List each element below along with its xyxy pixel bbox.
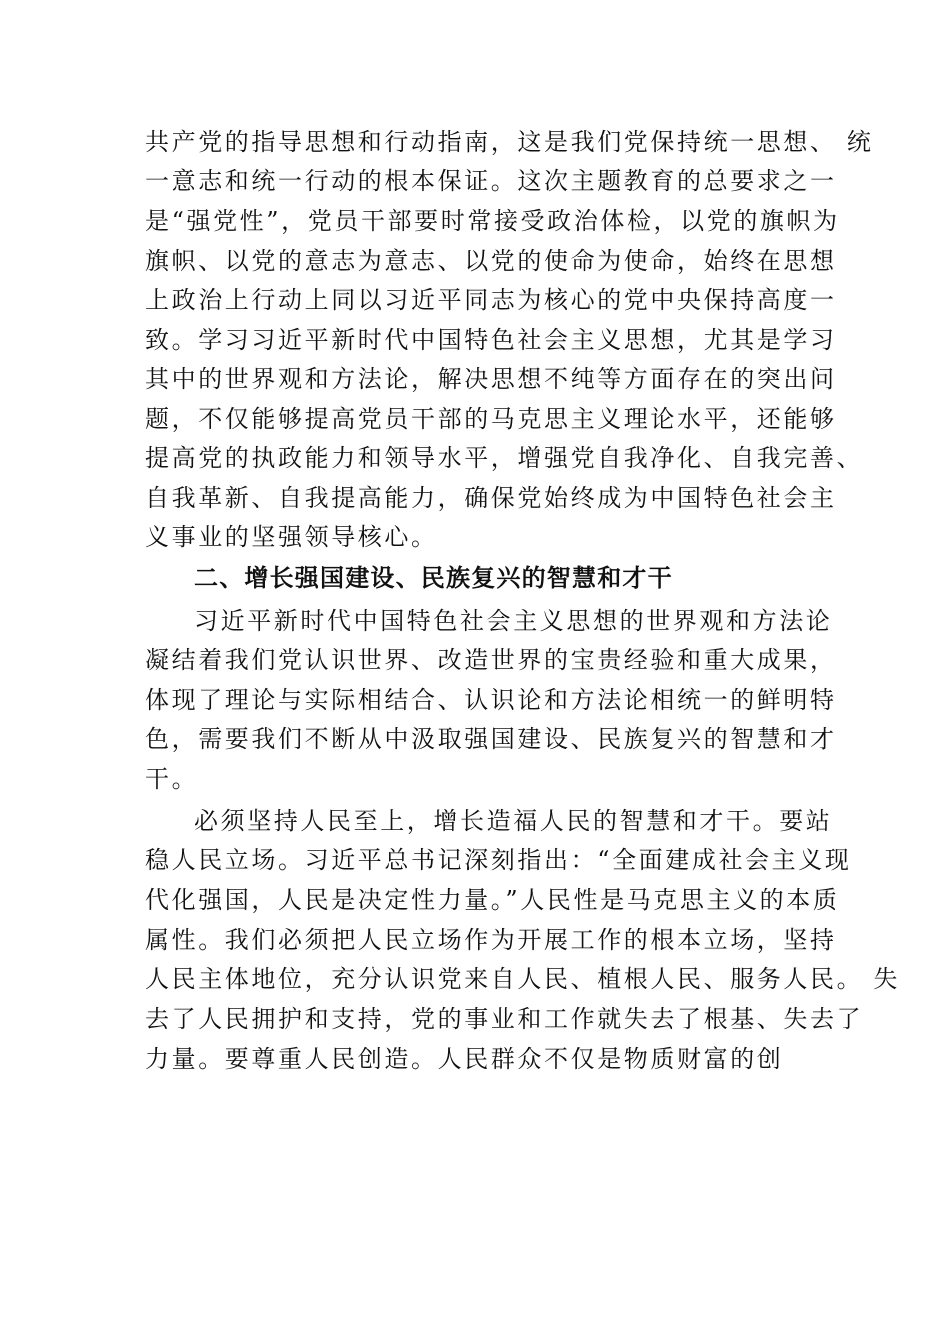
text-line: 义事业的坚强领导核心。	[145, 523, 438, 551]
text-line: 旗帜、以党的意志为意志、以党的使命为使命，始终在思想	[145, 247, 837, 275]
text-line: 凝结着我们党认识世界、改造世界的宝贵经验和重大成果，	[145, 646, 837, 674]
text-line: 去了人民拥护和支持，党的事业和工作就失去了根基、失去了	[145, 1005, 864, 1033]
text-line: 题，不仅能够提高党员干部的马克思主义理论水平，还能够	[145, 405, 837, 433]
text-line: 习近平新时代中国特色社会主义思想的世界观和方法论	[194, 607, 833, 635]
text-line: 属性。我们必须把人民立场作为开展工作的根本立场，坚持	[145, 926, 837, 954]
section-heading: 二、增长强国建设、民族复兴的智慧和才干	[194, 564, 673, 592]
text-line: 是“强党性”，党员干部要时常接受政治体检，以党的旗帜为	[145, 207, 840, 235]
text-line: 自我革新、自我提高能力，确保党始终成为中国特色社会主	[145, 484, 837, 512]
text-line: 其中的世界观和方法论，解决思想不纯等方面存在的突出问	[145, 365, 837, 393]
text-line: 色，需要我们不断从中汲取强国建设、民族复兴的智慧和才	[145, 725, 837, 753]
text-line: 致。学习习近平新时代中国特色社会主义思想，尤其是学习	[145, 326, 837, 354]
text-line: 必须坚持人民至上，增长造福人民的智慧和才干。要站	[194, 807, 833, 835]
text-line: 一意志和统一行动的根本保证。这次主题教育的总要求之一	[145, 167, 837, 195]
text-line: 上政治上行动上同以习近平同志为核心的党中央保持高度一	[145, 286, 837, 314]
text-line: 干。	[145, 765, 199, 793]
text-line: 力量。要尊重人民创造。人民群众不仅是物质财富的创	[145, 1045, 784, 1073]
text-line: 人民主体地位，充分认识党来自人民、植根人民、服务人民。 失	[145, 965, 901, 993]
text-line: 共产党的指导思想和行动指南，这是我们党保持统一思想、 统	[145, 128, 874, 156]
text-line: 提高党的执政能力和领导水平，增强党自我净化、自我完善、	[145, 444, 864, 472]
text-line: 代化强国，人民是决定性力量。”人民性是马克思主义的本质	[145, 886, 840, 914]
text-line: 体现了理论与实际相结合、认识论和方法论相统一的鲜明特	[145, 686, 837, 714]
text-line: 稳人民立场。习近平总书记深刻指出：“全面建成社会主义现	[145, 846, 852, 874]
